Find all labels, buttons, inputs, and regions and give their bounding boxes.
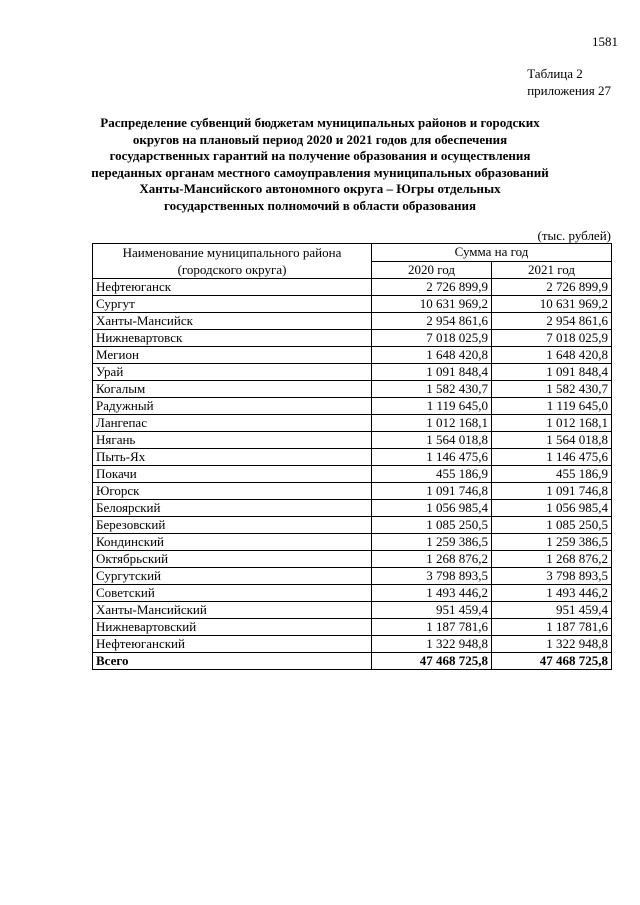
table-row: [93, 347, 612, 364]
header-row: [93, 244, 612, 262]
row-name: Нижневартовский: [93, 619, 372, 636]
row-value-2020: 1 119 645,0: [372, 398, 492, 415]
table-row: [93, 364, 612, 381]
row-value-2021: 1 582 430,7: [492, 381, 612, 398]
column-header-2020: 2020 год: [372, 261, 492, 279]
row-value-2020: 2 726 899,9: [372, 279, 492, 296]
row-name: Октябрьский: [93, 551, 372, 568]
table-row: [93, 398, 612, 415]
table-ref-line1: Таблица 2: [527, 66, 583, 81]
table-row: [93, 296, 612, 313]
table-row: [93, 483, 612, 500]
table-row: [93, 534, 612, 551]
row-name: Нягань: [93, 432, 372, 449]
row-value-2021: 1 056 985,4: [492, 500, 612, 517]
units-label: (тыс. рублей): [537, 228, 611, 243]
table-row: [93, 330, 612, 347]
total-value-2020: 47 468 725,8: [372, 653, 492, 670]
table-ref-line2: приложения 27: [527, 83, 611, 98]
column-header-sum: Сумма на год: [372, 244, 612, 262]
title-line: государственных полномочий в области образования: [164, 197, 476, 213]
row-name: Сургут: [93, 296, 372, 313]
row-value-2020: 1 582 430,7: [372, 381, 492, 398]
row-value-2020: 1 091 746,8: [372, 483, 492, 500]
row-name: Мегион: [93, 347, 372, 364]
title-line: переданных органам местного самоуправления муниципальных образований: [91, 164, 549, 180]
row-value-2020: 1 091 848,4: [372, 364, 492, 381]
row-value-2020: 1 056 985,4: [372, 500, 492, 517]
row-value-2020: 10 631 969,2: [372, 296, 492, 313]
document-title: [80, 115, 560, 214]
row-value-2021: 1 146 475,6: [492, 449, 612, 466]
table-row: [93, 313, 612, 330]
row-value-2020: 1 648 420,8: [372, 347, 492, 364]
table-row: [93, 602, 612, 619]
row-name: Нефтеюганский: [93, 636, 372, 653]
row-name: Ханты-Мансийск: [93, 313, 372, 330]
row-value-2021: 10 631 969,2: [492, 296, 612, 313]
row-name: Белоярский: [93, 500, 372, 517]
table-row: [93, 551, 612, 568]
column-header-name-line1: Наименование муниципального района: [122, 245, 342, 260]
row-value-2021: 1 085 250,5: [492, 517, 612, 534]
column-header-name: [93, 244, 372, 279]
row-value-2021: 1 648 420,8: [492, 347, 612, 364]
row-value-2021: 1 564 018,8: [492, 432, 612, 449]
table-row: [93, 517, 612, 534]
table-reference: [527, 65, 611, 99]
row-name: Березовский: [93, 517, 372, 534]
row-value-2021: 1 091 746,8: [492, 483, 612, 500]
row-value-2021: 455 186,9: [492, 466, 612, 483]
total-row: [93, 653, 612, 670]
row-value-2020: 1 085 250,5: [372, 517, 492, 534]
row-name: Радужный: [93, 398, 372, 415]
row-name: Нефтеюганск: [93, 279, 372, 296]
row-name: Пыть-Ях: [93, 449, 372, 466]
title-line: Ханты-Мансийского автономного округа – Югры отдельных: [139, 181, 501, 196]
row-value-2021: 1 091 848,4: [492, 364, 612, 381]
table-row: [93, 619, 612, 636]
row-name: Покачи: [93, 466, 372, 483]
row-value-2021: 2 726 899,9: [492, 279, 612, 296]
row-value-2020: 1 012 168,1: [372, 415, 492, 432]
table-row: [93, 568, 612, 585]
table-row: [93, 381, 612, 398]
row-value-2021: 1 493 446,2: [492, 585, 612, 602]
table-body: [93, 279, 612, 670]
row-value-2020: 1 146 475,6: [372, 449, 492, 466]
row-value-2020: 951 459,4: [372, 602, 492, 619]
row-value-2021: 1 322 948,8: [492, 636, 612, 653]
row-name: Лангепас: [93, 415, 372, 432]
row-value-2021: 7 018 025,9: [492, 330, 612, 347]
row-name: Нижневартовск: [93, 330, 372, 347]
row-value-2020: 7 018 025,9: [372, 330, 492, 347]
row-value-2021: 951 459,4: [492, 602, 612, 619]
row-value-2020: 2 954 861,6: [372, 313, 492, 330]
table-row: [93, 636, 612, 653]
table-row: [93, 432, 612, 449]
row-value-2021: 3 798 893,5: [492, 568, 612, 585]
row-name: Урай: [93, 364, 372, 381]
title-line: округов на плановый период 2020 и 2021 годов для обеспечения: [132, 131, 508, 147]
table-row: [93, 466, 612, 483]
row-value-2021: 1 119 645,0: [492, 398, 612, 415]
table-row: [93, 585, 612, 602]
row-value-2020: 455 186,9: [372, 466, 492, 483]
row-name: Ханты-Мансийский: [93, 602, 372, 619]
table-row: [93, 500, 612, 517]
row-value-2020: 1 564 018,8: [372, 432, 492, 449]
row-value-2021: 1 187 781,6: [492, 619, 612, 636]
row-value-2021: 1 012 168,1: [492, 415, 612, 432]
row-name: Югорск: [93, 483, 372, 500]
row-value-2020: 1 268 876,2: [372, 551, 492, 568]
table-row: [93, 415, 612, 432]
column-header-name-line2: (городского округа): [177, 262, 287, 277]
row-value-2020: 1 259 386,5: [372, 534, 492, 551]
row-name: Кондинский: [93, 534, 372, 551]
row-value-2020: 1 322 948,8: [372, 636, 492, 653]
total-value-2021: 47 468 725,8: [492, 653, 612, 670]
title-line: Распределение субвенций бюджетам муниципальных районов и городских: [100, 115, 540, 130]
table-row: [93, 279, 612, 296]
title-line: государственных гарантий на получение образования и осуществления: [109, 148, 531, 163]
total-name: Всего: [93, 653, 372, 670]
page-number: 1581: [592, 34, 618, 49]
row-value-2020: 3 798 893,5: [372, 568, 492, 585]
row-value-2020: 1 493 446,2: [372, 585, 492, 602]
row-name: Советский: [93, 585, 372, 602]
table-row: [93, 449, 612, 466]
row-name: Сургутский: [93, 568, 372, 585]
column-header-2021: 2021 год: [492, 261, 612, 279]
row-value-2021: 1 268 876,2: [492, 551, 612, 568]
row-name: Когалым: [93, 381, 372, 398]
row-value-2021: 1 259 386,5: [492, 534, 612, 551]
row-value-2020: 1 187 781,6: [372, 619, 492, 636]
row-value-2021: 2 954 861,6: [492, 313, 612, 330]
subvention-table: [92, 243, 612, 670]
